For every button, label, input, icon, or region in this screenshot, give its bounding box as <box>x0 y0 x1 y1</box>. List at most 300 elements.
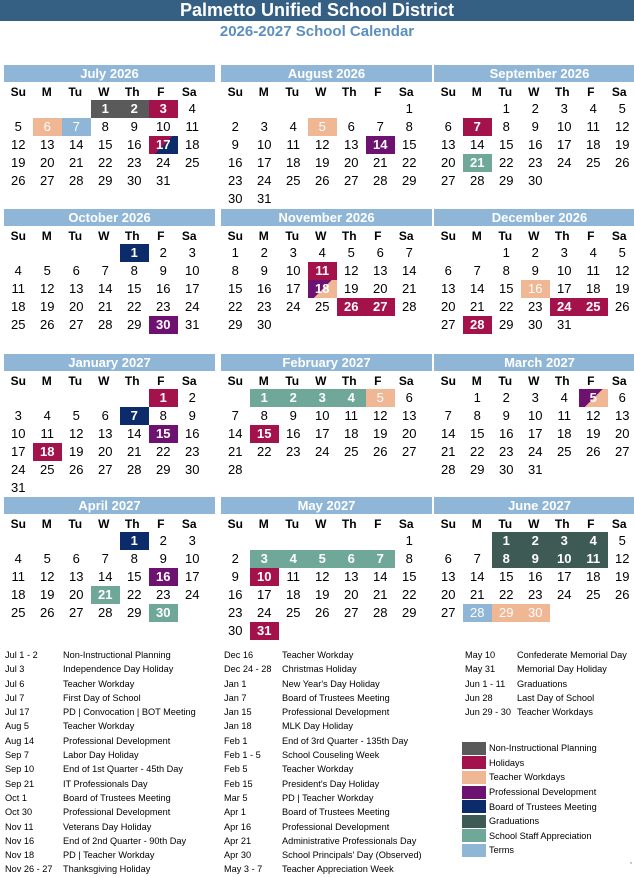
weekday-label: Th <box>341 374 357 388</box>
day-cell: 7 <box>473 551 481 566</box>
day-cell: 24 <box>557 587 572 602</box>
month-header: August 2026 <box>221 65 432 82</box>
day-cell: 23 <box>528 299 543 314</box>
event-description: IT Professionals Day <box>63 778 148 789</box>
event-row <box>224 648 422 662</box>
day-cell: 26 <box>69 462 84 477</box>
weekday-header-row <box>434 84 634 100</box>
day-cell: 12 <box>40 281 55 296</box>
empty-day-cell <box>366 622 395 640</box>
weekday-header-row <box>4 373 215 389</box>
day-cell: 6 <box>347 119 355 134</box>
weekday-label: F <box>157 85 165 99</box>
day-cell: 25 <box>286 605 301 620</box>
day-cell: 6 <box>72 551 80 566</box>
event-description: End of 1st Quarter - 45th Day <box>63 764 184 775</box>
day-cell: 3 <box>550 532 579 550</box>
day-cell: 20 <box>441 587 456 602</box>
day-cell: 1 <box>492 532 521 550</box>
day-cell: 9 <box>159 263 167 278</box>
day-cell: 17 <box>257 587 272 602</box>
day-cell: 21 <box>441 444 456 459</box>
event-date: May 3 - 7 <box>224 864 263 875</box>
day-cell: 1 <box>149 389 178 407</box>
day-cell: 29 <box>499 317 514 332</box>
weekday-label: W <box>528 229 540 243</box>
day-cell: 10 <box>557 263 572 278</box>
day-cell: 11 <box>40 426 54 441</box>
event-date: Sep 7 <box>5 750 30 761</box>
day-cell: 25 <box>286 173 301 188</box>
day-cell: 4 <box>337 389 366 407</box>
day-cell: 10 <box>286 263 301 278</box>
event-date: Jul 17 <box>5 707 30 718</box>
day-cell: 30 <box>127 173 142 188</box>
day-cell: 24 <box>550 298 579 316</box>
weekday-label: F <box>374 517 382 531</box>
event-date: Dec 16 <box>224 650 254 660</box>
month-header: March 2027 <box>434 354 634 371</box>
event-description: MLK Day Holiday <box>282 721 353 732</box>
empty-day-cell <box>579 316 608 334</box>
week-row <box>434 550 634 568</box>
day-cell: 10 <box>550 550 579 568</box>
week-row <box>221 118 432 136</box>
day-cell: 28 <box>463 316 492 334</box>
event-row <box>5 705 196 719</box>
event-row <box>5 862 196 876</box>
day-cell: 17 <box>315 426 330 441</box>
event-description: Professional Development <box>282 707 390 718</box>
event-date: Nov 11 <box>5 821 34 832</box>
empty-day-cell <box>434 100 463 118</box>
day-cell: 14 <box>373 569 388 584</box>
event-date: Jun 1 - 11 <box>465 678 506 689</box>
day-cell: 20 <box>441 299 456 314</box>
day-cell: 11 <box>11 281 25 296</box>
event-row <box>5 719 196 733</box>
day-cell: 10 <box>185 263 200 278</box>
day-cell: 7 <box>231 408 239 423</box>
day-cell: 20 <box>344 155 359 170</box>
event-row <box>224 734 422 748</box>
day-cell: 13 <box>344 137 359 152</box>
event-date: Jul 7 <box>5 692 25 703</box>
week-row <box>4 479 215 497</box>
legend-label: Terms <box>489 845 515 856</box>
event-row <box>5 691 196 705</box>
event-row <box>224 805 422 819</box>
event-description: Teacher Workday <box>282 764 354 775</box>
month-header: June 2027 <box>434 497 634 514</box>
weekday-label: Su <box>10 517 26 531</box>
month-calendar <box>4 497 215 622</box>
empty-day-cell <box>608 172 634 190</box>
day-cell: 18 <box>286 155 301 170</box>
weekday-label: M <box>258 517 269 531</box>
week-row <box>221 100 432 118</box>
day-cell: 28 <box>463 604 492 622</box>
day-cell: 8 <box>405 119 413 134</box>
weekday-label: Sa <box>398 374 414 388</box>
day-cell: 7 <box>376 119 384 134</box>
day-cell: 14 <box>441 426 456 441</box>
empty-day-cell <box>221 100 250 118</box>
event-row <box>224 820 422 834</box>
empty-day-cell <box>62 244 91 262</box>
empty-day-cell <box>434 244 463 262</box>
day-cell: 21 <box>127 444 142 459</box>
day-cell: 14 <box>402 263 417 278</box>
day-cell: 28 <box>127 462 142 477</box>
day-cell: 25 <box>11 317 26 332</box>
weekday-label: Th <box>124 517 140 531</box>
weekday-label: M <box>41 374 52 388</box>
event-date: Nov 18 <box>5 850 35 861</box>
event-description: PD | Teacher Workday <box>63 850 155 861</box>
event-description: New Year's Day Holiday <box>282 678 380 689</box>
week-row <box>434 443 634 461</box>
day-cell: 20 <box>69 587 84 602</box>
day-cell: 24 <box>257 605 272 620</box>
week-row <box>4 550 215 568</box>
day-cell: 6 <box>444 263 452 278</box>
day-cell: 15 <box>470 426 485 441</box>
weekday-header-row <box>4 84 215 100</box>
weekday-label: W <box>315 374 327 388</box>
month-calendar <box>221 497 432 640</box>
day-cell: 11 <box>586 263 600 278</box>
day-cell: 28 <box>373 605 388 620</box>
week-row <box>221 461 432 479</box>
event-row <box>5 791 196 805</box>
empty-day-cell <box>279 461 308 479</box>
empty-day-cell <box>395 622 424 640</box>
day-cell: 8 <box>473 408 481 423</box>
weekday-label: M <box>41 85 52 99</box>
day-cell: 25 <box>315 299 330 314</box>
weekday-label: Su <box>440 374 456 388</box>
empty-day-cell <box>395 316 424 334</box>
weekday-label: Sa <box>398 517 414 531</box>
day-cell: 22 <box>499 155 514 170</box>
day-cell: 14 <box>228 426 243 441</box>
weekday-label: W <box>528 374 540 388</box>
empty-day-cell <box>308 461 337 479</box>
day-cell: 27 <box>615 444 630 459</box>
month-calendar <box>221 354 432 479</box>
legend-item <box>462 741 597 756</box>
day-cell: 18 <box>11 587 26 602</box>
day-cell: 22 <box>127 587 142 602</box>
day-cell: 1 <box>502 101 510 116</box>
day-cell: 18 <box>11 299 26 314</box>
day-cell: 15 <box>402 137 417 152</box>
week-row <box>434 407 634 425</box>
day-cell: 24 <box>257 173 272 188</box>
day-cell: 15 <box>499 137 514 152</box>
day-cell: 1 <box>405 533 413 548</box>
empty-day-cell <box>149 479 178 497</box>
empty-day-cell <box>608 461 634 479</box>
weekday-label: W <box>528 517 540 531</box>
day-cell: 28 <box>98 605 113 620</box>
day-cell: 8 <box>101 119 109 134</box>
empty-day-cell <box>279 622 308 640</box>
week-row <box>434 298 634 316</box>
day-cell: 8 <box>502 263 510 278</box>
day-cell: 27 <box>40 173 55 188</box>
day-cell: 12 <box>615 263 630 278</box>
day-cell: 8 <box>492 550 521 568</box>
day-cell: 12 <box>615 119 630 134</box>
day-cell: 5 <box>366 389 395 407</box>
weekday-label: Tu <box>285 374 300 388</box>
empty-day-cell <box>608 604 634 622</box>
event-date: May 10 <box>465 650 496 660</box>
event-description: Non-Instructional Planning <box>63 650 171 660</box>
weekday-header-row <box>221 84 432 100</box>
day-cell: 19 <box>315 587 330 602</box>
event-row <box>465 648 627 662</box>
weekday-label: Tu <box>285 229 300 243</box>
day-cell: 16 <box>149 568 178 586</box>
day-cell: 15 <box>98 137 113 152</box>
day-cell: 27 <box>441 173 456 188</box>
day-cell: 1 <box>473 390 481 405</box>
day-cell: 28 <box>69 173 84 188</box>
empty-day-cell <box>308 190 337 208</box>
day-cell: 12 <box>69 426 84 441</box>
event-date: Jun 29 - 30 <box>465 707 511 718</box>
week-row <box>434 604 634 622</box>
empty-day-cell <box>308 622 337 640</box>
weekday-label: Su <box>227 517 243 531</box>
empty-day-cell <box>4 244 33 262</box>
empty-day-cell <box>91 389 120 407</box>
week-row <box>434 586 634 604</box>
event-date: Nov 26 - 27 <box>5 864 53 875</box>
day-cell: 28 <box>373 173 388 188</box>
empty-day-cell <box>579 461 608 479</box>
day-cell: 27 <box>344 605 359 620</box>
day-cell: 13 <box>40 137 55 152</box>
day-cell: 4 <box>43 408 51 423</box>
day-cell: 16 <box>257 281 272 296</box>
color-legend <box>462 741 597 858</box>
day-cell: 1 <box>502 245 510 260</box>
weekday-label: F <box>587 229 595 243</box>
event-description: Teacher Workday <box>63 721 135 732</box>
day-cell: 28 <box>441 462 456 477</box>
week-row <box>4 407 215 425</box>
legend-item <box>462 843 597 858</box>
week-row <box>4 586 215 604</box>
weekday-label: Th <box>124 229 140 243</box>
day-cell: 5 <box>618 101 626 116</box>
empty-day-cell <box>178 172 207 190</box>
empty-day-cell <box>33 479 62 497</box>
day-cell: 19 <box>69 444 84 459</box>
event-column <box>5 648 196 877</box>
day-cell: 19 <box>615 281 630 296</box>
day-cell: 23 <box>156 587 171 602</box>
event-row <box>465 662 627 676</box>
legend-item <box>462 814 597 829</box>
day-cell: 17 <box>557 569 572 584</box>
week-row <box>434 244 634 262</box>
week-row <box>4 389 215 407</box>
day-cell: 19 <box>315 155 330 170</box>
day-cell: 4 <box>589 101 597 116</box>
legend-swatch <box>462 756 486 769</box>
weekday-label: M <box>258 229 269 243</box>
empty-day-cell <box>91 532 120 550</box>
week-row <box>434 461 634 479</box>
legend-swatch <box>462 800 486 813</box>
week-row <box>221 154 432 172</box>
day-cell: 18 <box>586 137 601 152</box>
event-date: Jul 3 <box>5 664 25 675</box>
day-cell: 18 <box>308 280 337 298</box>
day-cell: 15 <box>127 281 142 296</box>
empty-day-cell <box>366 100 395 118</box>
day-cell: 16 <box>156 281 171 296</box>
day-cell: 18 <box>586 569 601 584</box>
weekday-label: Sa <box>181 85 197 99</box>
month-calendar <box>434 354 634 479</box>
day-cell: 2 <box>521 532 550 550</box>
month-header: January 2027 <box>4 354 215 371</box>
event-row <box>224 705 422 719</box>
legend-label: Teacher Workdays <box>489 772 565 783</box>
district-title: Palmetto Unified School District <box>0 0 634 21</box>
day-cell: 26 <box>315 173 330 188</box>
empty-day-cell <box>550 604 579 622</box>
week-row <box>221 586 432 604</box>
day-cell: 8 <box>159 408 167 423</box>
week-row <box>434 389 634 407</box>
day-cell: 9 <box>531 119 539 134</box>
empty-day-cell <box>250 461 279 479</box>
weekday-label: Tu <box>68 229 83 243</box>
week-row <box>221 425 432 443</box>
day-cell: 19 <box>40 587 55 602</box>
month-calendar <box>221 209 432 334</box>
weekday-label: Sa <box>611 85 627 99</box>
day-cell: 29 <box>127 317 142 332</box>
day-cell: 21 <box>470 587 485 602</box>
event-description: End of 2nd Quarter - 90th Day <box>63 835 187 846</box>
day-cell: 22 <box>228 299 243 314</box>
week-row <box>434 118 634 136</box>
event-description: Board of Trustees Meeting <box>282 807 390 818</box>
day-cell: 31 <box>250 622 279 640</box>
week-row <box>221 568 432 586</box>
weekday-label: Tu <box>68 85 83 99</box>
weekday-label: Sa <box>398 229 414 243</box>
day-cell: 30 <box>149 316 178 334</box>
day-cell: 18 <box>185 137 200 152</box>
day-cell: 24 <box>315 444 330 459</box>
event-date: Dec 24 - 28 <box>224 664 272 675</box>
day-cell: 22 <box>499 299 514 314</box>
event-row <box>5 677 196 691</box>
empty-day-cell <box>395 190 424 208</box>
week-row <box>4 604 215 622</box>
event-date: Jan 15 <box>224 707 252 718</box>
month-header: September 2026 <box>434 65 634 82</box>
day-cell: 17 <box>286 281 301 296</box>
weekday-label: M <box>258 374 269 388</box>
day-cell: 22 <box>98 155 113 170</box>
empty-day-cell <box>550 461 579 479</box>
day-cell: 29 <box>127 605 142 620</box>
month-calendar <box>434 497 634 622</box>
day-cell: 16 <box>127 137 142 152</box>
day-cell: 21 <box>91 586 120 604</box>
day-cell: 15 <box>228 281 243 296</box>
day-cell: 28 <box>402 299 417 314</box>
day-cell: 19 <box>11 155 26 170</box>
weekday-label: W <box>98 374 110 388</box>
empty-day-cell <box>366 532 395 550</box>
day-cell: 16 <box>499 426 514 441</box>
day-cell: 23 <box>127 155 142 170</box>
day-cell: 16 <box>185 426 200 441</box>
weekday-label: Th <box>124 85 140 99</box>
week-row <box>4 172 215 190</box>
empty-day-cell <box>4 389 33 407</box>
day-cell: 27 <box>402 444 417 459</box>
event-date: Jul 6 <box>5 678 25 689</box>
day-cell: 19 <box>344 281 359 296</box>
day-cell: 23 <box>499 444 514 459</box>
day-cell: 10 <box>315 408 330 423</box>
day-cell: 4 <box>14 551 22 566</box>
day-cell: 6 <box>444 119 452 134</box>
day-cell: 10 <box>528 408 543 423</box>
day-cell: 26 <box>615 587 630 602</box>
day-cell: 5 <box>43 551 51 566</box>
day-cell: 19 <box>373 426 388 441</box>
day-cell: 31 <box>185 317 200 332</box>
day-cell: 26 <box>586 444 601 459</box>
weekday-label: W <box>315 85 327 99</box>
day-cell: 29 <box>156 462 171 477</box>
legend-swatch <box>462 742 486 755</box>
day-cell: 4 <box>579 532 608 550</box>
weekday-label: Th <box>554 374 570 388</box>
week-row <box>221 262 432 280</box>
weekday-label: Th <box>554 517 570 531</box>
day-cell: 30 <box>257 317 272 332</box>
weekday-header-row <box>434 516 634 532</box>
month-header: April 2027 <box>4 497 215 514</box>
day-cell: 28 <box>470 173 485 188</box>
day-cell: 8 <box>405 551 413 566</box>
day-cell: 12 <box>373 408 388 423</box>
day-cell: 20 <box>69 299 84 314</box>
empty-day-cell <box>579 604 608 622</box>
event-row <box>5 834 196 848</box>
day-cell: 17 <box>257 155 272 170</box>
day-cell: 16 <box>228 587 243 602</box>
day-cell: 30 <box>185 462 200 477</box>
week-row <box>221 244 432 262</box>
event-date: Jul 1 - 2 <box>5 650 38 660</box>
day-cell: 9 <box>260 263 268 278</box>
